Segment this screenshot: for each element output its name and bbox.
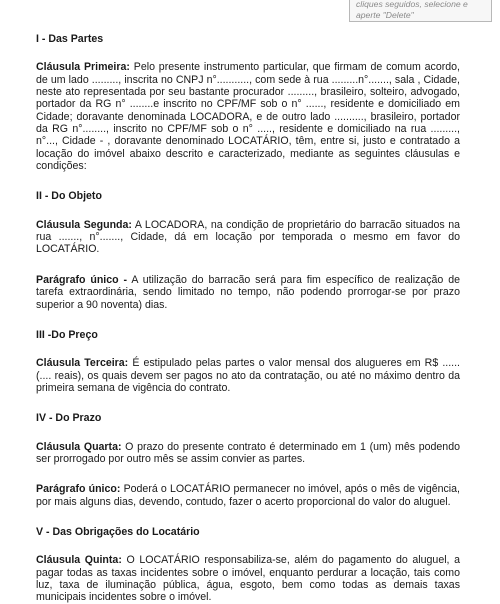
clause-label: Cláusula Segunda: [36, 218, 132, 231]
clause-label: Parágrafo único - [36, 273, 128, 286]
clause-label: Cláusula Primeira: [36, 61, 130, 74]
clause-text: Pelo presente instrumento particular, que firmam de comum acordo, de um lado ........., inscrita no CNPJ n°..........., com sede à rua .........n°......., sala , Cidade, neste ato representada por seu bastante procurador ........., brasileiro, solteiro, advogado, portador da RG n° ........e inscrito no CPF/MF sob o n° ......, residente e domiciliado em Cidade; doravante denominada LOCADORA, e de outro lado .........., brasileiro, portador da RG n°........, inscrito no CPF/MF sob o n° ....., residente e domiciliado na rua ........., n°..., Cidade - , doravante denominado LOCATÁRIO, têm, entre si, justo e contratado a locação do imóvel abaixo descrito e caracterizado, mediante as seguintes cláusulas e condições: [36, 61, 460, 173]
clause-paragraph [36, 357, 460, 394]
section-heading: V - Das Obrigações do Locatário [36, 525, 200, 538]
clause-label: Parágrafo único: [36, 483, 121, 496]
section-heading: II - Do Objeto [36, 190, 102, 203]
clause-paragraph [36, 441, 460, 466]
clause-text: É estipulado pelas partes o valor mensal dos alugueres em R$ ...... (.... reais), os quais devem ser pagos no ato da contratação, ou até no máximo dentro da primeira semana de vigência do contrato. [36, 357, 460, 394]
clause-label: Cláusula Quinta: [36, 554, 122, 567]
section-heading: IV - Do Prazo [36, 412, 102, 425]
contract-document [36, 33, 460, 604]
tip-line: cliques seguidos, selecione e [356, 0, 468, 9]
section-heading: III -Do Preço [36, 328, 98, 341]
clause-text: A utilização do barracão será para fim específico de realização de tarefa extraordinária, sendo limitado no tempo, não podendo prorrogar-se por prazo superior a 90 noventa) dias. [36, 273, 460, 311]
clause-paragraph [36, 61, 460, 172]
clause-label: Cláusula Quarta: [36, 440, 122, 453]
clause-label: Cláusula Terceira: [36, 357, 129, 370]
clause-paragraph [36, 554, 460, 603]
clause-paragraph [36, 483, 460, 508]
clause-text: A LOCADORA, na condição de proprietário do barracão situados na rua ......., n°......., Cidade, dá em locação por temporada o mesmo em favor do LOCATÁRIO. [36, 218, 460, 256]
editing-tip-box [349, 0, 492, 22]
clause-text: O prazo do presente contrato é determinado em 1 (um) mês podendo ser prorrogado por outro mês se assim convier as partes. [36, 440, 460, 465]
clause-paragraph [36, 219, 460, 256]
section-heading: I - Das Partes [36, 33, 104, 45]
tip-line: aperte "Delete" [356, 10, 414, 20]
clause-text: Poderá o LOCATÁRIO permanecer no imóvel, após o mês de vigência, por mais alguns dias, devendo, contudo, fazer o acerto proporcional do valor do aluguel. [36, 483, 460, 508]
clause-paragraph [36, 274, 460, 311]
clause-text: O LOCATÁRIO responsabiliza-se, além do pagamento do aluguel, a pagar todas as taxas incidentes sobre o imóvel, enquanto perdurar a locação, tais como luz, taxa de iluminação pública, água, esgoto, bem como todas as demais taxas municipais incidentes sobre o imóvel. [36, 554, 461, 604]
